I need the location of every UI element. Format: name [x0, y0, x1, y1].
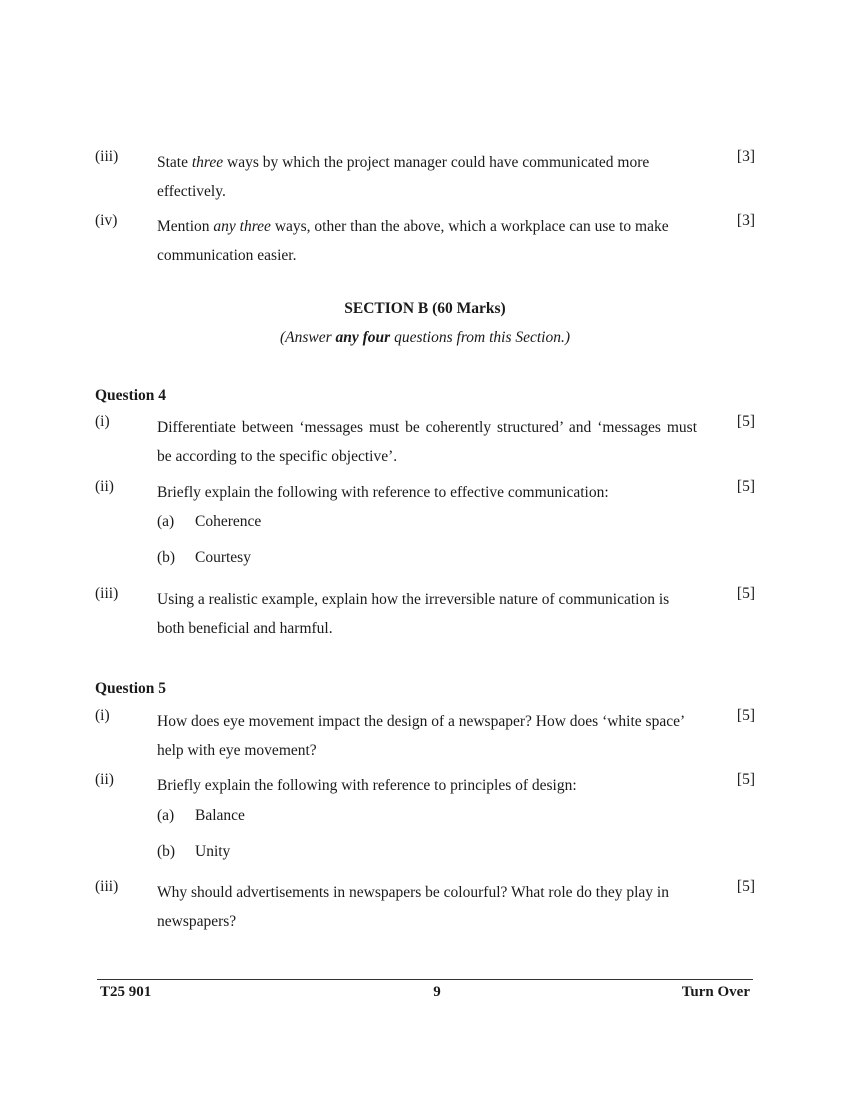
item-number: (i): [95, 413, 110, 430]
item-number: (iii): [95, 148, 119, 165]
item-number: (iv): [95, 212, 118, 229]
section-instruction: (Answer any four questions from this Section.): [279, 329, 571, 346]
sub-text: Courtesy: [195, 549, 251, 566]
sub-label: (b): [157, 843, 176, 860]
paper-code: T25 901: [100, 984, 152, 1000]
item-text: State three ways by which the project manager could have communicated more effectively.: [157, 154, 650, 200]
sub-label: (b): [157, 549, 176, 566]
footer-divider: [97, 979, 753, 980]
marks-label: [3]: [736, 148, 755, 165]
marks-label: [5]: [736, 413, 755, 430]
marks-label: [3]: [736, 212, 755, 229]
item-text: How does eye movement impact the design of a newspaper? How does ‘white space’ help with eye movement?: [157, 713, 684, 759]
sub-text: Unity: [195, 843, 231, 860]
item-number: (ii): [95, 478, 114, 495]
item-number: (iii): [95, 585, 119, 602]
marks-label: [5]: [736, 878, 755, 895]
section-title: SECTION B (60 Marks): [344, 300, 506, 317]
item-text: Mention any three ways, other than the above, which a workplace can use to make communication easier.: [157, 218, 669, 264]
item-text: Briefly explain the following with reference to effective communication:: [157, 484, 609, 501]
page-number: 9: [433, 984, 441, 1000]
item-text: Why should advertisements in newspapers be colourful? What role do they play in newspapers?: [157, 884, 669, 930]
item-text: Differentiate between ‘messages must be coherently structured’ and ‘messages must be according to the specific objective’.: [157, 419, 697, 465]
sub-label: (a): [157, 807, 175, 824]
marks-label: [5]: [736, 771, 755, 788]
sub-label: (a): [157, 513, 175, 530]
item-number: (i): [95, 707, 110, 724]
question-heading: Question 4: [95, 387, 167, 404]
question-heading: Question 5: [95, 680, 167, 697]
marks-label: [5]: [736, 707, 755, 724]
item-text: Using a realistic example, explain how the irreversible nature of communication is both beneficial and harmful.: [157, 591, 670, 637]
sub-text: Coherence: [195, 513, 262, 530]
item-number: (iii): [95, 878, 119, 895]
item-number: (ii): [95, 771, 114, 788]
turn-over-label: Turn Over: [681, 984, 750, 1000]
sub-text: Balance: [195, 807, 245, 824]
marks-label: [5]: [736, 585, 755, 602]
marks-label: [5]: [736, 478, 755, 495]
item-text: Briefly explain the following with reference to principles of design:: [157, 777, 577, 794]
